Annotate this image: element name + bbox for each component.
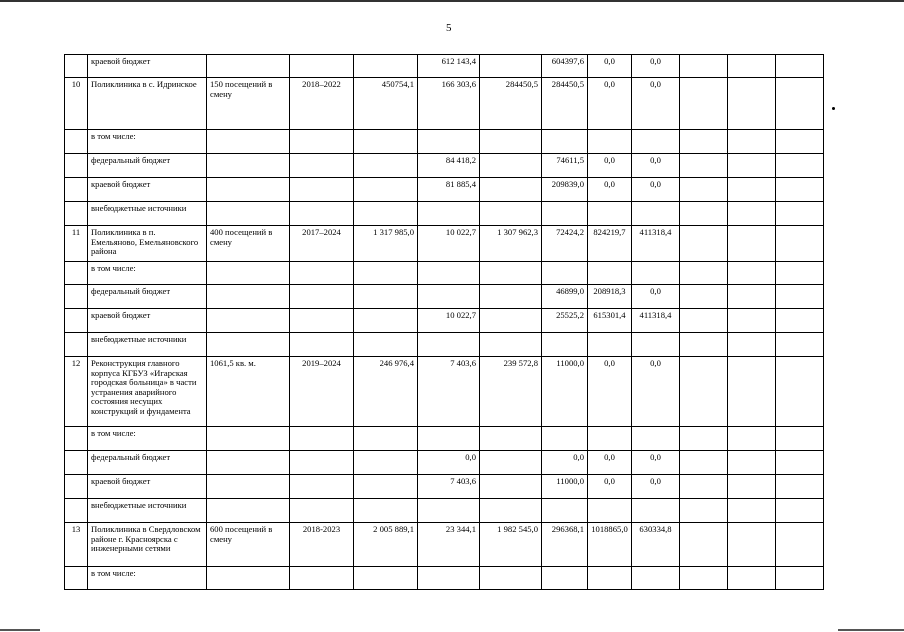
scan-edge-bottom-right [838, 629, 904, 631]
cell-empty [728, 427, 776, 451]
cell-estimated-cost [354, 333, 418, 357]
cell-amount-col-1: 81 885,4 [418, 178, 480, 202]
cell-amount-col-4: 615301,4 [588, 309, 632, 333]
cell-capacity: 600 посещений в смену [207, 523, 290, 567]
cell-amount-col-3: 46899,0 [542, 285, 588, 309]
page-number: 5 [446, 22, 452, 34]
cell-amount-col-4 [588, 130, 632, 154]
cell-amount-col-2 [480, 178, 542, 202]
cell-empty [728, 178, 776, 202]
cell-estimated-cost [354, 130, 418, 154]
cell-amount-col-4 [588, 567, 632, 590]
cell-capacity [207, 202, 290, 226]
cell-amount-col-5: 411318,4 [632, 309, 680, 333]
cell-amount-col-4: 0,0 [588, 154, 632, 178]
cell-amount-col-4: 0,0 [588, 451, 632, 475]
cell-empty [680, 567, 728, 590]
cell-row-number [65, 567, 88, 590]
cell-capacity [207, 427, 290, 451]
cell-empty [680, 499, 728, 523]
cell-empty [776, 55, 824, 78]
scan-edge-top [0, 0, 904, 2]
cell-empty [776, 567, 824, 590]
cell-empty [680, 154, 728, 178]
cell-empty [728, 285, 776, 309]
cell-amount-col-5: 0,0 [632, 357, 680, 427]
cell-amount-col-5 [632, 333, 680, 357]
cell-row-number: 12 [65, 357, 88, 427]
cell-amount-col-4 [588, 427, 632, 451]
cell-empty [728, 55, 776, 78]
cell-item-name: краевой бюджет [88, 475, 207, 499]
cell-amount-col-4 [588, 499, 632, 523]
cell-empty [728, 78, 776, 130]
cell-empty [776, 357, 824, 427]
cell-row-number: 13 [65, 523, 88, 567]
cell-empty [680, 226, 728, 262]
cell-empty [680, 285, 728, 309]
cell-amount-col-5: 411318,4 [632, 226, 680, 262]
cell-estimated-cost [354, 427, 418, 451]
cell-capacity: 1061,5 кв. м. [207, 357, 290, 427]
cell-empty [680, 202, 728, 226]
cell-item-name: Поликлиника в Свердловском районе г. Красноярска с инженерными сетями [88, 523, 207, 567]
cell-empty [680, 78, 728, 130]
cell-row-number [65, 55, 88, 78]
cell-period [290, 451, 354, 475]
cell-amount-col-1 [418, 427, 480, 451]
cell-estimated-cost [354, 567, 418, 590]
cell-amount-col-3: 74611,5 [542, 154, 588, 178]
cell-empty [680, 178, 728, 202]
cell-amount-col-2 [480, 285, 542, 309]
table-row [65, 523, 824, 567]
cell-item-name: в том числе: [88, 567, 207, 590]
table-row [65, 451, 824, 475]
cell-capacity [207, 309, 290, 333]
cell-amount-col-3: 72424,2 [542, 226, 588, 262]
cell-empty [728, 226, 776, 262]
table-row [65, 202, 824, 226]
cell-row-number [65, 427, 88, 451]
cell-amount-col-5: 630334,8 [632, 523, 680, 567]
cell-estimated-cost [354, 499, 418, 523]
cell-capacity [207, 178, 290, 202]
cell-row-number [65, 130, 88, 154]
cell-empty [728, 475, 776, 499]
cell-estimated-cost [354, 154, 418, 178]
cell-item-name: Поликлиника в п. Емельяново, Емельяновского района [88, 226, 207, 262]
cell-row-number [65, 178, 88, 202]
cell-capacity [207, 130, 290, 154]
cell-capacity: 400 посещений в смену [207, 226, 290, 262]
cell-amount-col-4: 824219,7 [588, 226, 632, 262]
cell-row-number [65, 202, 88, 226]
table-row [65, 567, 824, 590]
cell-amount-col-1: 10 022,7 [418, 309, 480, 333]
cell-row-number [65, 475, 88, 499]
table-row [65, 499, 824, 523]
cell-empty [728, 451, 776, 475]
cell-item-name: внебюджетные источники [88, 333, 207, 357]
cell-amount-col-5 [632, 130, 680, 154]
cell-empty [776, 154, 824, 178]
cell-empty [680, 523, 728, 567]
cell-item-name: в том числе: [88, 427, 207, 451]
cell-item-name: краевой бюджет [88, 178, 207, 202]
cell-row-number: 11 [65, 226, 88, 262]
cell-amount-col-3 [542, 567, 588, 590]
cell-amount-col-2 [480, 262, 542, 285]
cell-period [290, 499, 354, 523]
cell-estimated-cost [354, 451, 418, 475]
cell-empty [776, 499, 824, 523]
cell-amount-col-4: 0,0 [588, 178, 632, 202]
cell-period: 2019–2024 [290, 357, 354, 427]
cell-empty [776, 178, 824, 202]
cell-item-name: федеральный бюджет [88, 285, 207, 309]
cell-amount-col-1: 23 344,1 [418, 523, 480, 567]
cell-period [290, 309, 354, 333]
cell-period [290, 202, 354, 226]
cell-item-name: в том числе: [88, 262, 207, 285]
cell-amount-col-2: 284450,5 [480, 78, 542, 130]
cell-empty [728, 523, 776, 567]
table-row [65, 357, 824, 427]
cell-empty [728, 567, 776, 590]
cell-amount-col-5 [632, 427, 680, 451]
cell-amount-col-5 [632, 499, 680, 523]
cell-period [290, 427, 354, 451]
cell-amount-col-1 [418, 285, 480, 309]
cell-capacity [207, 55, 290, 78]
cell-capacity [207, 262, 290, 285]
cell-amount-col-4: 0,0 [588, 55, 632, 78]
cell-amount-col-1: 612 143,4 [418, 55, 480, 78]
cell-amount-col-2: 1 982 545,0 [480, 523, 542, 567]
table-row [65, 178, 824, 202]
table-row [65, 333, 824, 357]
cell-amount-col-2 [480, 309, 542, 333]
cell-empty [680, 357, 728, 427]
cell-empty [680, 309, 728, 333]
cell-row-number [65, 451, 88, 475]
cell-empty [776, 475, 824, 499]
cell-period [290, 154, 354, 178]
cell-amount-col-5 [632, 202, 680, 226]
cell-amount-col-3: 0,0 [542, 451, 588, 475]
table-row [65, 154, 824, 178]
scan-edge-bottom-left [0, 629, 40, 631]
cell-item-name: внебюджетные источники [88, 202, 207, 226]
cell-estimated-cost: 2 005 889,1 [354, 523, 418, 567]
cell-amount-col-3 [542, 499, 588, 523]
cell-amount-col-4: 0,0 [588, 78, 632, 130]
table-row [65, 78, 824, 130]
cell-amount-col-2 [480, 427, 542, 451]
cell-amount-col-4: 0,0 [588, 475, 632, 499]
cell-amount-col-1: 166 303,6 [418, 78, 480, 130]
table-row [65, 285, 824, 309]
cell-amount-col-2 [480, 499, 542, 523]
cell-capacity [207, 285, 290, 309]
cell-period [290, 55, 354, 78]
cell-amount-col-5: 0,0 [632, 475, 680, 499]
cell-item-name: в том числе: [88, 130, 207, 154]
cell-amount-col-5: 0,0 [632, 154, 680, 178]
cell-amount-col-3 [542, 130, 588, 154]
cell-empty [776, 130, 824, 154]
cell-empty [776, 78, 824, 130]
cell-amount-col-3: 296368,1 [542, 523, 588, 567]
cell-amount-col-2: 1 307 962,3 [480, 226, 542, 262]
cell-capacity [207, 499, 290, 523]
cell-amount-col-2 [480, 333, 542, 357]
cell-period [290, 262, 354, 285]
cell-item-name: Поликлиника в с. Идринское [88, 78, 207, 130]
cell-estimated-cost: 1 317 985,0 [354, 226, 418, 262]
cell-estimated-cost [354, 475, 418, 499]
cell-row-number [65, 309, 88, 333]
cell-empty [776, 226, 824, 262]
cell-empty [680, 55, 728, 78]
cell-amount-col-2 [480, 154, 542, 178]
cell-amount-col-3 [542, 333, 588, 357]
cell-amount-col-3: 11000,0 [542, 475, 588, 499]
cell-item-name: внебюджетные источники [88, 499, 207, 523]
cell-amount-col-4 [588, 333, 632, 357]
cell-capacity [207, 451, 290, 475]
cell-estimated-cost: 450754,1 [354, 78, 418, 130]
cell-amount-col-1 [418, 567, 480, 590]
cell-empty [680, 475, 728, 499]
cell-amount-col-1: 84 418,2 [418, 154, 480, 178]
cell-empty [728, 333, 776, 357]
cell-estimated-cost [354, 309, 418, 333]
cell-capacity: 150 посещений в смену [207, 78, 290, 130]
cell-item-name: краевой бюджет [88, 55, 207, 78]
cell-period [290, 567, 354, 590]
table-row [65, 309, 824, 333]
cell-estimated-cost [354, 178, 418, 202]
cell-amount-col-2: 239 572,8 [480, 357, 542, 427]
cell-period [290, 178, 354, 202]
cell-capacity [207, 333, 290, 357]
cell-estimated-cost [354, 202, 418, 226]
cell-period [290, 333, 354, 357]
cell-amount-col-3 [542, 427, 588, 451]
cell-empty [728, 499, 776, 523]
cell-empty [728, 357, 776, 427]
cell-empty [680, 333, 728, 357]
table-row [65, 226, 824, 262]
cell-amount-col-1 [418, 333, 480, 357]
cell-empty [776, 333, 824, 357]
cell-empty [728, 130, 776, 154]
cell-amount-col-5 [632, 262, 680, 285]
cell-empty [680, 130, 728, 154]
cell-amount-col-4: 1018865,0 [588, 523, 632, 567]
cell-amount-col-1: 0,0 [418, 451, 480, 475]
cell-capacity [207, 567, 290, 590]
cell-item-name: Реконструкция главного корпуса КГБУЗ «Игарская городская больница» в части устранения аварийного состояния несущих конструкций и фундамента [88, 357, 207, 427]
scan-dot [832, 107, 835, 110]
cell-empty [776, 451, 824, 475]
cell-empty [728, 202, 776, 226]
cell-amount-col-1: 7 403,6 [418, 475, 480, 499]
cell-amount-col-4: 208918,3 [588, 285, 632, 309]
cell-row-number [65, 154, 88, 178]
cell-empty [680, 262, 728, 285]
cell-period [290, 475, 354, 499]
cell-empty [728, 154, 776, 178]
cell-amount-col-3: 25525,2 [542, 309, 588, 333]
cell-empty [776, 523, 824, 567]
cell-amount-col-5: 0,0 [632, 78, 680, 130]
cell-period [290, 285, 354, 309]
cell-amount-col-2 [480, 451, 542, 475]
cell-amount-col-1 [418, 499, 480, 523]
cell-amount-col-5: 0,0 [632, 178, 680, 202]
cell-amount-col-3: 11000,0 [542, 357, 588, 427]
cell-amount-col-3: 284450,5 [542, 78, 588, 130]
table-row [65, 262, 824, 285]
cell-amount-col-4 [588, 202, 632, 226]
table-row [65, 427, 824, 451]
cell-amount-col-2 [480, 567, 542, 590]
budget-table [64, 54, 824, 590]
cell-empty [776, 262, 824, 285]
cell-empty [680, 427, 728, 451]
cell-period: 2018–2022 [290, 78, 354, 130]
cell-empty [728, 262, 776, 285]
cell-estimated-cost [354, 262, 418, 285]
cell-row-number [65, 262, 88, 285]
table-row [65, 130, 824, 154]
cell-row-number [65, 333, 88, 357]
cell-estimated-cost [354, 55, 418, 78]
table-row [65, 475, 824, 499]
cell-amount-col-2 [480, 475, 542, 499]
cell-empty [776, 309, 824, 333]
cell-amount-col-1: 10 022,7 [418, 226, 480, 262]
cell-amount-col-2 [480, 202, 542, 226]
cell-empty [776, 202, 824, 226]
cell-empty [680, 451, 728, 475]
cell-empty [728, 309, 776, 333]
cell-period [290, 130, 354, 154]
cell-amount-col-4: 0,0 [588, 357, 632, 427]
cell-item-name: федеральный бюджет [88, 451, 207, 475]
table-row [65, 55, 824, 78]
cell-amount-col-3: 209839,0 [542, 178, 588, 202]
cell-capacity [207, 154, 290, 178]
cell-row-number [65, 499, 88, 523]
cell-amount-col-1: 7 403,6 [418, 357, 480, 427]
cell-amount-col-2 [480, 55, 542, 78]
cell-empty [776, 285, 824, 309]
cell-amount-col-1 [418, 130, 480, 154]
cell-item-name: краевой бюджет [88, 309, 207, 333]
cell-capacity [207, 475, 290, 499]
cell-period: 2017–2024 [290, 226, 354, 262]
cell-amount-col-3 [542, 262, 588, 285]
cell-amount-col-2 [480, 130, 542, 154]
cell-amount-col-3: 604397,6 [542, 55, 588, 78]
cell-amount-col-1 [418, 262, 480, 285]
cell-estimated-cost: 246 976,4 [354, 357, 418, 427]
cell-row-number: 10 [65, 78, 88, 130]
cell-amount-col-5: 0,0 [632, 451, 680, 475]
cell-period: 2018-2023 [290, 523, 354, 567]
cell-row-number [65, 285, 88, 309]
cell-amount-col-4 [588, 262, 632, 285]
cell-estimated-cost [354, 285, 418, 309]
cell-amount-col-5: 0,0 [632, 285, 680, 309]
cell-amount-col-1 [418, 202, 480, 226]
cell-empty [776, 427, 824, 451]
cell-amount-col-5 [632, 567, 680, 590]
cell-amount-col-3 [542, 202, 588, 226]
cell-amount-col-5: 0,0 [632, 55, 680, 78]
cell-item-name: федеральный бюджет [88, 154, 207, 178]
